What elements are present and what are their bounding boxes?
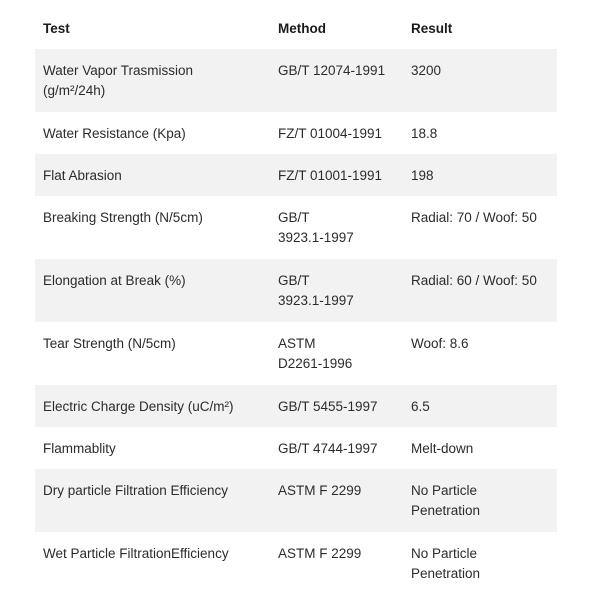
cell-line: Dry particle Filtration Efficiency <box>43 483 229 498</box>
cell-result <box>403 196 557 259</box>
cell-method <box>270 385 403 427</box>
cell-test <box>35 427 270 469</box>
cell-test <box>35 49 270 112</box>
cell-line: Radial: 70 / Woof: 50 <box>411 210 537 225</box>
cell-result <box>403 322 557 385</box>
cell-method <box>270 49 403 112</box>
header-test: Test <box>43 21 70 36</box>
cell-test <box>35 196 270 259</box>
cell-test <box>35 469 270 532</box>
cell-line: Tear Strength (N/5cm) <box>43 336 176 351</box>
cell-line: 18.8 <box>411 126 438 141</box>
cell-line: GB/T 12074-1991 <box>278 63 386 78</box>
header-row <box>35 9 557 49</box>
cell-test <box>35 259 270 322</box>
cell-method <box>270 154 403 196</box>
cell-line: 6.5 <box>411 399 430 414</box>
cell-line: Electric Charge Density (uC/m²) <box>43 399 234 414</box>
cell-method <box>270 427 403 469</box>
cell-method <box>270 112 403 154</box>
cell-line: ASTM F 2299 <box>278 546 362 561</box>
cell-test <box>35 112 270 154</box>
cell-line: (g/m²/24h) <box>43 83 106 98</box>
cell-line: Flammablity <box>43 441 116 456</box>
cell-method <box>270 259 403 322</box>
cell-line: ASTM F 2299 <box>278 483 362 498</box>
cell-line: Water Vapor Trasmission <box>43 63 194 78</box>
cell-line: Penetration <box>411 503 481 518</box>
cell-line: D2261-1996 <box>278 356 353 371</box>
cell-result <box>403 532 557 595</box>
cell-result <box>403 154 557 196</box>
cell-method <box>270 469 403 532</box>
cell-test <box>35 154 270 196</box>
table-row <box>35 196 557 259</box>
cell-line: Flat Abrasion <box>43 168 122 183</box>
specifications-table <box>35 9 557 595</box>
cell-test <box>35 385 270 427</box>
table-body <box>35 49 557 595</box>
cell-result <box>403 49 557 112</box>
table-row <box>35 259 557 322</box>
cell-line: FZ/T 01001-1991 <box>278 168 383 183</box>
cell-line: Wet Particle FiltrationEfficiency <box>43 546 229 561</box>
cell-line: Radial: 60 / Woof: 50 <box>411 273 537 288</box>
cell-method <box>270 532 403 595</box>
cell-line: 3923.1-1997 <box>278 230 354 245</box>
cell-line: GB/T <box>278 273 310 288</box>
table-header <box>35 9 557 49</box>
table-row <box>35 385 557 427</box>
table-row <box>35 532 557 595</box>
cell-line: GB/T 4744-1997 <box>278 441 378 456</box>
cell-line: 3200 <box>411 63 442 78</box>
cell-line: 3923.1-1997 <box>278 293 354 308</box>
table-row <box>35 469 557 532</box>
cell-line: Woof: 8.6 <box>411 336 469 351</box>
cell-line: FZ/T 01004-1991 <box>278 126 383 141</box>
cell-test <box>35 322 270 385</box>
cell-line: Elongation at Break (%) <box>43 273 186 288</box>
cell-result <box>403 112 557 154</box>
table-row <box>35 427 557 469</box>
cell-line: Melt-down <box>411 441 474 456</box>
cell-result <box>403 427 557 469</box>
cell-result <box>403 259 557 322</box>
table-row <box>35 112 557 154</box>
table-row <box>35 322 557 385</box>
cell-line: Breaking Strength (N/5cm) <box>43 210 203 225</box>
cell-method <box>270 322 403 385</box>
cell-line: No Particle <box>411 483 478 498</box>
cell-line: No Particle <box>411 546 478 561</box>
cell-method <box>270 196 403 259</box>
cell-line: ASTM <box>278 336 316 351</box>
cell-line: Water Resistance (Kpa) <box>43 126 186 141</box>
header-method: Method <box>278 21 326 36</box>
table-row <box>35 49 557 112</box>
cell-result <box>403 469 557 532</box>
cell-line: 198 <box>411 168 434 183</box>
table-row <box>35 154 557 196</box>
header-result: Result <box>411 21 453 36</box>
cell-result <box>403 385 557 427</box>
cell-line: Penetration <box>411 566 481 581</box>
cell-line: GB/T 5455-1997 <box>278 399 378 414</box>
cell-test <box>35 532 270 595</box>
cell-line: GB/T <box>278 210 310 225</box>
